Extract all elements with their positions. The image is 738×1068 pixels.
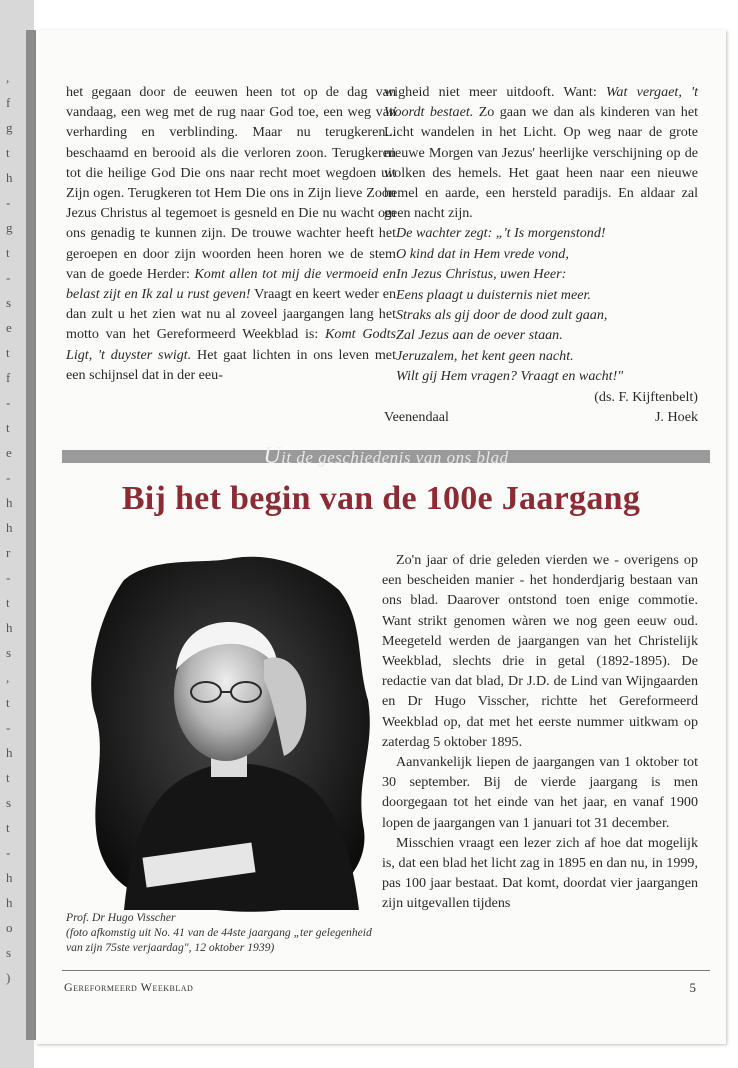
- poem-line: Zal Jezus aan de oever staan.: [396, 327, 563, 344]
- prev-page-fragment: -: [6, 395, 11, 410]
- prev-page-fragment: e: [6, 320, 12, 335]
- article-left-column: [66, 82, 396, 385]
- section-banner-title: [62, 443, 710, 470]
- poem-line: Eens plaagt u duisternis niet meer.: [396, 286, 591, 303]
- prev-page-fragment: s: [6, 645, 12, 660]
- poem-line: Wilt gij Hem vragen? Vraagt en wacht!": [396, 368, 624, 385]
- prev-page-fragment: g: [6, 120, 13, 135]
- prev-page-fragment: h: [6, 620, 13, 635]
- portrait-photo: [84, 550, 374, 920]
- prev-page-fragment: f: [6, 95, 11, 110]
- prev-page-fragment: s: [6, 945, 12, 960]
- caption-source: (foto afkomstig uit No. 41 van de 44ste jaargang „ter gelegenheid van zijn 75ste verjaardag", 12 oktober 1939): [66, 926, 372, 954]
- prev-page-fragment: ,: [6, 670, 10, 685]
- photo-caption: [66, 910, 386, 955]
- article-right-column: [384, 82, 698, 427]
- section-banner: [62, 443, 710, 469]
- author: J. Hoek: [654, 408, 698, 425]
- banner-text: it de geschiedenis van ons blad: [281, 448, 509, 467]
- prev-page-fragment: h: [6, 895, 13, 910]
- prev-page-fragment: t: [6, 695, 10, 710]
- article-paragraph: Zo'n jaar of drie geleden vierden we - overigens op een bescheiden manier - het honderdjarig bestaan van ons blad. Daarover ontstond toen enige commotie. Want strikt genomen wàren we nog geen eeuw oud. Meegeteld werden de jaargangen van het Christelijk Weekblad, slechts drie in getal (1892-1895). De redactie van dat blad, Dr J.D. de Lind van Wijngaarden en Dr Hugo Visscher, richtte het Gereformeerd Weekblad op, dat met het eerste nummer uitkwam op zaterdag 5 oktober 1895.: [382, 552, 698, 750]
- place: Veenendaal: [384, 408, 449, 425]
- headline: Bij het begin van de 100e Jaargang: [121, 480, 641, 517]
- article-paragraph: [384, 82, 698, 223]
- signature-line: [384, 407, 698, 427]
- prev-page-fragment: -: [6, 845, 11, 860]
- publication-title: Gereformeerd Weekblad: [64, 980, 194, 994]
- prev-page-fragment: t: [6, 145, 10, 160]
- prev-page-fragment: t: [6, 820, 10, 835]
- prev-page-fragment: -: [6, 570, 11, 585]
- article-paragraph: Aanvankelijk liepen de jaargangen van 1 oktober tot 30 september. Bij de vierde jaargang is men doorgegaan tot het einde van het jaar, en vanaf 1900 lopen de jaargangen van 1 januari tot 31 december.: [382, 754, 698, 831]
- prev-page-fragment: s: [6, 795, 12, 810]
- prev-page-fragment: h: [6, 745, 13, 760]
- poem-attribution: (ds. F. Kijftenbelt): [594, 388, 698, 405]
- prev-page-fragment: h: [6, 520, 13, 535]
- prev-page-fragment: t: [6, 245, 10, 260]
- article-paragraph: [66, 82, 396, 385]
- magazine-page: [36, 30, 726, 1044]
- article-paragraph: Misschien vraagt een lezer zich af hoe dat mogelijk is, dat een blad het licht zag in 1895 en dan nu, in 1999, pas 100 jaar bestaat. Dat komt, doordat vier jaargangen zijn uitgevallen tijdens: [382, 834, 698, 912]
- page-number: 5: [689, 980, 696, 995]
- footer-rule: [62, 970, 710, 971]
- quote-text: Wat vergaet, 't Woordt bestaet.: [384, 84, 698, 121]
- prev-page-fragment: h: [6, 495, 13, 510]
- banner-initial: U: [263, 443, 282, 469]
- poem-line: De wachter zegt: „'t Is morgenstond!: [396, 225, 606, 242]
- prev-page-fragment: r: [6, 545, 11, 560]
- prev-page-fragment: e: [6, 445, 12, 460]
- prev-page-fragment: -: [6, 720, 11, 735]
- prev-page-fragment: -: [6, 470, 11, 485]
- poem-line: O kind dat in Hem vrede vond,: [396, 245, 569, 262]
- prev-page-fragment: s: [6, 295, 12, 310]
- prev-page-fragment: f: [6, 370, 11, 385]
- poem-line: Straks als gij door de dood zult gaan,: [396, 307, 608, 324]
- quote-text: Komt allen tot mij die vermoeid en belast zijt en Ik zal u rust geven!: [66, 265, 396, 303]
- prev-page-fragment: t: [6, 420, 10, 435]
- prev-page-fragment: h: [6, 170, 13, 185]
- body-text: Het gaat lichten in ons leven met een schijnsel dat in der eeu-: [66, 346, 396, 383]
- prev-page-fragment: h: [6, 870, 13, 885]
- poem-line: In Jezus Christus, uwen Heer:: [396, 266, 567, 283]
- prev-page-fragment: t: [6, 345, 10, 360]
- body-text: Vraagt en keert weder en dan zult u het zien wat nu al zoveel jaargangen lang het motto van het Gereformeerd Weekblad is:: [66, 286, 396, 343]
- prev-page-fragment: -: [6, 270, 11, 285]
- caption-name: Prof. Dr Hugo Visscher: [66, 911, 176, 924]
- prev-page-fragment: ,: [6, 70, 10, 85]
- prev-page-fragment: t: [6, 770, 10, 785]
- prev-page-fragment: g: [6, 220, 13, 235]
- prev-page-fragment: t: [6, 595, 10, 610]
- body-text: wigheid niet meer uitdooft. Want:: [384, 84, 606, 100]
- motto-text: Komt Godts Ligt, 't duyster swigt.: [66, 326, 396, 363]
- prev-page-fragment: ): [6, 970, 11, 985]
- poem: [384, 223, 698, 386]
- body-text: Zo gaan we dan als kinderen van het Licht wandelen in het Licht. Op weg naar de grote nieuwe Morgen van Jezus' heerlijke verschijning op de wolken des hemels. Het gaat heen naar een nieuwe hemel en aarde, een hersteld paradijs. En aldaar zal geen nacht zijn.: [384, 104, 699, 222]
- prev-page-fragment: o: [6, 920, 13, 935]
- poem-line: Jeruzalem, het kent geen nacht.: [396, 347, 574, 364]
- body-text: het gegaan door de eeuwen heen tot op de dag van vandaag, een weg met de rug naar God toe, een weg van verharding en verblinding. Maar nu terugkeren... beschaamd en berooid als die verloren zoon. Terugkeren tot die heilige God Die ons naar recht moet wegdoen uit Zijn ogen. Terugkeren tot Hem Die ons in Zijn lieve Zoon Jezus Christus al tegemoet is gesneld en Die nu wacht om ons genadig te kunnen zijn. De trouwe wachter heeft het geroepen en door zijn woorden heen horen we de stem van de goede Herder:: [66, 84, 396, 282]
- history-article-column: [382, 550, 698, 914]
- prev-page-fragment: -: [6, 195, 11, 210]
